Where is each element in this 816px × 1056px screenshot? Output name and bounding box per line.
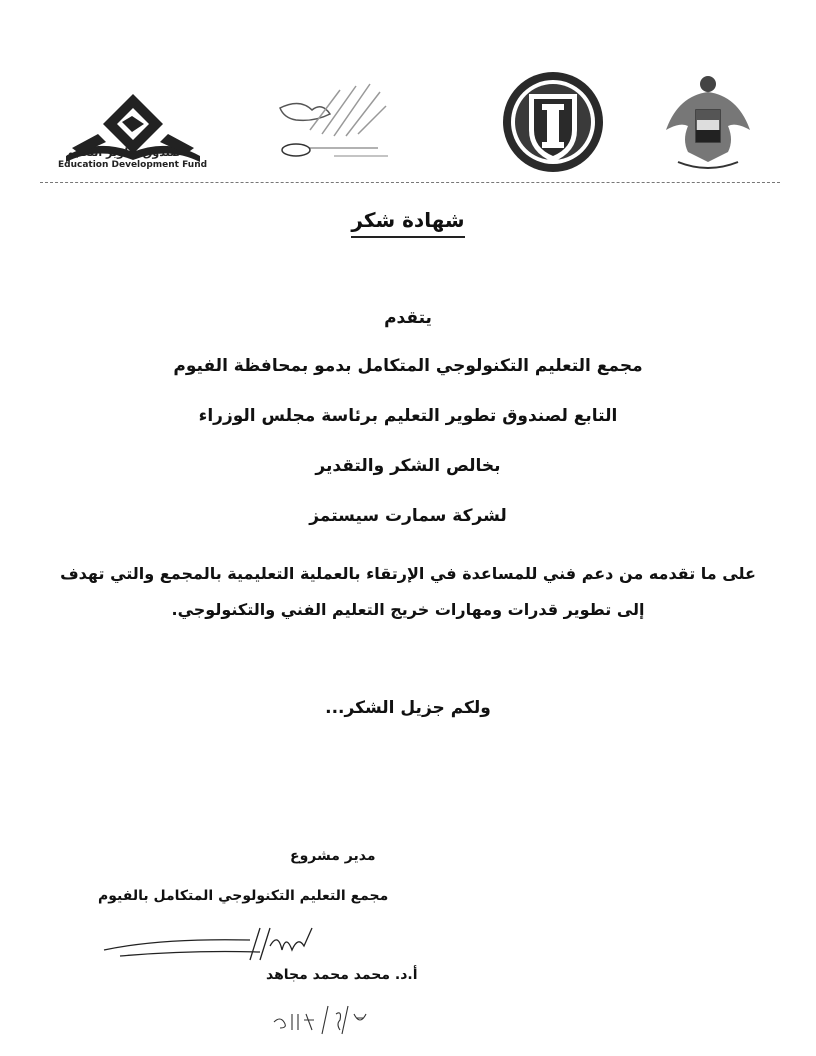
certificate-title [0,208,816,232]
handwritten-date [270,1000,390,1036]
signatory-name: أ.د. محمد محمد مجاهد [266,967,418,983]
institute-emblem-logo [498,70,608,180]
dove-hand-logo [270,70,410,170]
header-divider [40,182,780,183]
education-development-fund-logo [58,86,208,178]
edf-logo-english-text: Education Development Fund [58,160,208,170]
edf-logo-arabic-text: صندوق تطوير التعليم [66,146,181,159]
certificate-title-text: شهادة شكر [351,208,464,238]
egypt-eagle-logo [658,70,758,178]
body-line-affiliation: التابع لصندوق تطوير التعليم برئاسة مجلس الوزراء [198,406,618,426]
eagle-icon [658,70,758,178]
body-line-offers: يتقدم [384,308,432,328]
dove-icon [270,70,410,170]
body-line-thanks: بخالص الشكر والتقدير [315,456,501,476]
header-logos [0,58,816,178]
shield-emblem-icon [498,70,608,180]
handwritten-signature [100,920,350,970]
closing-line: ولكم جزيل الشكر... [325,698,491,718]
body-line-recipient: لشركة سمارت سيستمز [309,506,507,526]
signatory-title: مدير مشروع [290,848,376,864]
body-line-complex: مجمع التعليم التكنولوجي المتكامل بدمو بمحافظة الفيوم [173,356,643,376]
body-paragraph: على ما تقدمه من دعم فني للمساعدة في الإرتقاء بالعملية التعليمية بالمجمع والتي تهدف إلى تطوير قدرات ومهارات خريج التعليم الفني والتكنولوجي. [60,564,756,619]
signatory-organization: مجمع التعليم التكنولوجي المتكامل بالفيوم [98,888,389,904]
